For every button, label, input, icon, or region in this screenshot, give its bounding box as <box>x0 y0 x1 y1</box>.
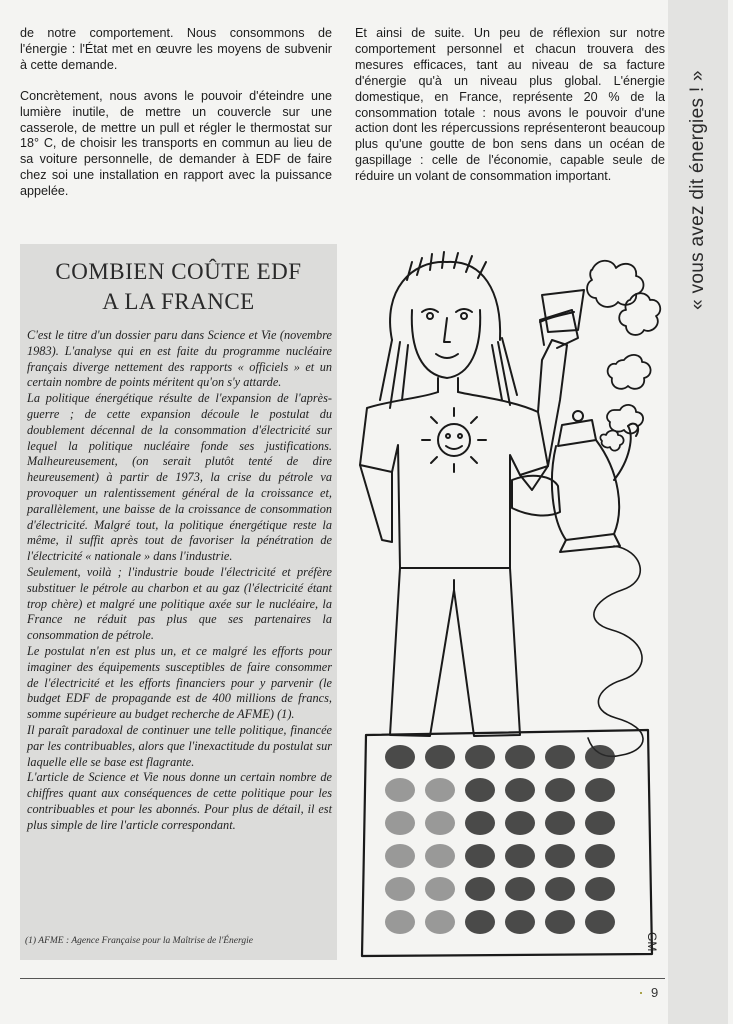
solar-cell <box>505 745 535 769</box>
solar-cell <box>545 778 575 802</box>
solar-cell <box>585 877 615 901</box>
footer-rule <box>20 978 665 979</box>
solar-cell <box>465 844 495 868</box>
box-paragraph-2: La politique énergétique résulte de l'expansion de l'après-guerre ; de cette expansion découle le postulat du doublement décennal de la consommation d'électricité sur lequel la politique nucléaire fonde ses justifications. Malheureusement, (on serait plutôt tenté de dire heureusement) à partir de 1973, la crise du pétrole va provoquer un ralentissement général de la croissance et, parallèlement, une baisse de la croissance de consommation d'électricité. Malgré tout, la politique énergétique reste la même, il suffit après tout de favoriser la pénétration de l'électricité « nationale » dans l'industrie. <box>27 391 332 564</box>
left-paragraph-1: de notre comportement. Nous consommons de l'énergie : l'État met en œuvre les moyens de subvenir à cette demande. <box>20 26 332 72</box>
box-paragraph-5: Il paraît paradoxal de continuer une telle politique, financée par les contribuables, alors que l'inexactitude du postulat sur laquelle elle se base est flagrante. <box>27 722 332 769</box>
solar-cell <box>585 778 615 802</box>
sun-motif-drawing <box>422 408 486 472</box>
solar-cell <box>505 778 535 802</box>
left-column <box>20 26 332 215</box>
solar-cell <box>425 877 455 901</box>
page-number: 9 <box>651 985 659 1000</box>
sidebar-box <box>20 244 337 960</box>
solar-cell <box>545 811 575 835</box>
solar-cell <box>465 811 495 835</box>
footer-dot <box>640 992 642 994</box>
solar-cell <box>425 778 455 802</box>
cup-drawing <box>542 290 584 332</box>
solar-cell <box>425 844 455 868</box>
solar-cell <box>505 811 535 835</box>
illustration-woman-kettle <box>352 250 667 960</box>
right-column <box>355 26 665 200</box>
box-title-line-2: A LA FRANCE <box>102 289 255 314</box>
solar-cell <box>385 877 415 901</box>
box-paragraph-6: L'article de Science et Vie nous donne un certain nombre de chiffres quant aux conséquences de cette politique pour les contribuables et pour les abonnés. Pour plus de détail, il est plus simple de lire l'article correspondant. <box>27 770 332 832</box>
box-footnote: (1) AFME : Agence Française pour la Maîtrise de l'Énergie <box>25 936 253 946</box>
right-paragraph-1: Et ainsi de suite. Un peu de réflexion sur notre comportement personnel et chacun trouvera des mesures efficaces, tant au niveau de sa facture d'énergie qu'à un niveau plus global. L'énergie domestique, en France, représente 20 % de la consommation totale : nous avons le pouvoir d'une action dont les répercussions représenteront beaucoup plus qu'une goutte de bon sens dans un océan de gaspillage : celle de l'économie, capable seule de réduire un volant de consommation important. <box>355 26 665 184</box>
solar-cell <box>465 910 495 934</box>
solar-cell <box>585 745 615 769</box>
steam-clouds-drawing <box>587 261 660 451</box>
left-paragraph-2: Concrètement, nous avons le pouvoir d'éteindre une lumière inutile, de mettre un couvercle sur une casserole, de mettre un pull et régler le thermostat sur 18° C, de choisir les transports en commun au lieu de sa voiture personnelle, de demander à EDF de faire chez soi une installation en rapport avec la puissance appelée. <box>20 88 332 199</box>
artist-signature: GM <box>645 932 659 952</box>
solar-cell <box>425 811 455 835</box>
solar-cell <box>385 778 415 802</box>
solar-cell <box>385 745 415 769</box>
solar-cell <box>505 877 535 901</box>
solar-cell <box>425 745 455 769</box>
solar-cell <box>425 910 455 934</box>
solar-cell <box>465 778 495 802</box>
box-paragraph-3: Seulement, voilà ; l'industrie boude l'électricité et préfère substituer le pétrole au charbon et au gaz (l'électricité étant trop chère) et malgré une politique axée sur le nucléaire, la France ne réduit pas plus que ses partenaires la consommation de pétrole. <box>27 564 332 643</box>
box-body <box>27 328 332 834</box>
hair-drawing <box>380 252 517 408</box>
solar-cell <box>385 844 415 868</box>
solar-cell <box>545 877 575 901</box>
solar-cell <box>585 844 615 868</box>
solar-panel-drawing <box>362 730 652 956</box>
cord-drawing <box>588 546 643 756</box>
legs-drawing <box>390 568 520 736</box>
solar-cell <box>585 811 615 835</box>
box-title-line-1: COMBIEN COÛTE EDF <box>55 259 302 284</box>
box-paragraph-1: C'est le titre d'un dossier paru dans Science et Vie (novembre 1983). L'analyse qui en est faite du programme nucléaire français diverge nettement des rapports « officiels » et un certain nombre de points méritent qu'on s'y attarde. <box>27 328 332 390</box>
solar-cell <box>505 844 535 868</box>
solar-cell <box>585 910 615 934</box>
solar-cell <box>545 745 575 769</box>
box-paragraph-4: Le postulat n'en est plus un, et ce malgré les efforts pour imaginer des équipements susceptibles de faire consommer de l'électricité et les efforts financiers pour y parvenir (le budget EDF de propagande est de 400 millions de francs, somme supérieure au budget recherche de AFME) (1). <box>27 643 332 722</box>
solar-cell <box>545 844 575 868</box>
solar-cell <box>465 877 495 901</box>
solar-cell <box>385 910 415 934</box>
section-title-vertical: « vous avez dit énergies ! » <box>687 70 708 310</box>
solar-cell <box>465 745 495 769</box>
solar-cell <box>385 811 415 835</box>
solar-cell <box>545 910 575 934</box>
solar-cell <box>505 910 535 934</box>
